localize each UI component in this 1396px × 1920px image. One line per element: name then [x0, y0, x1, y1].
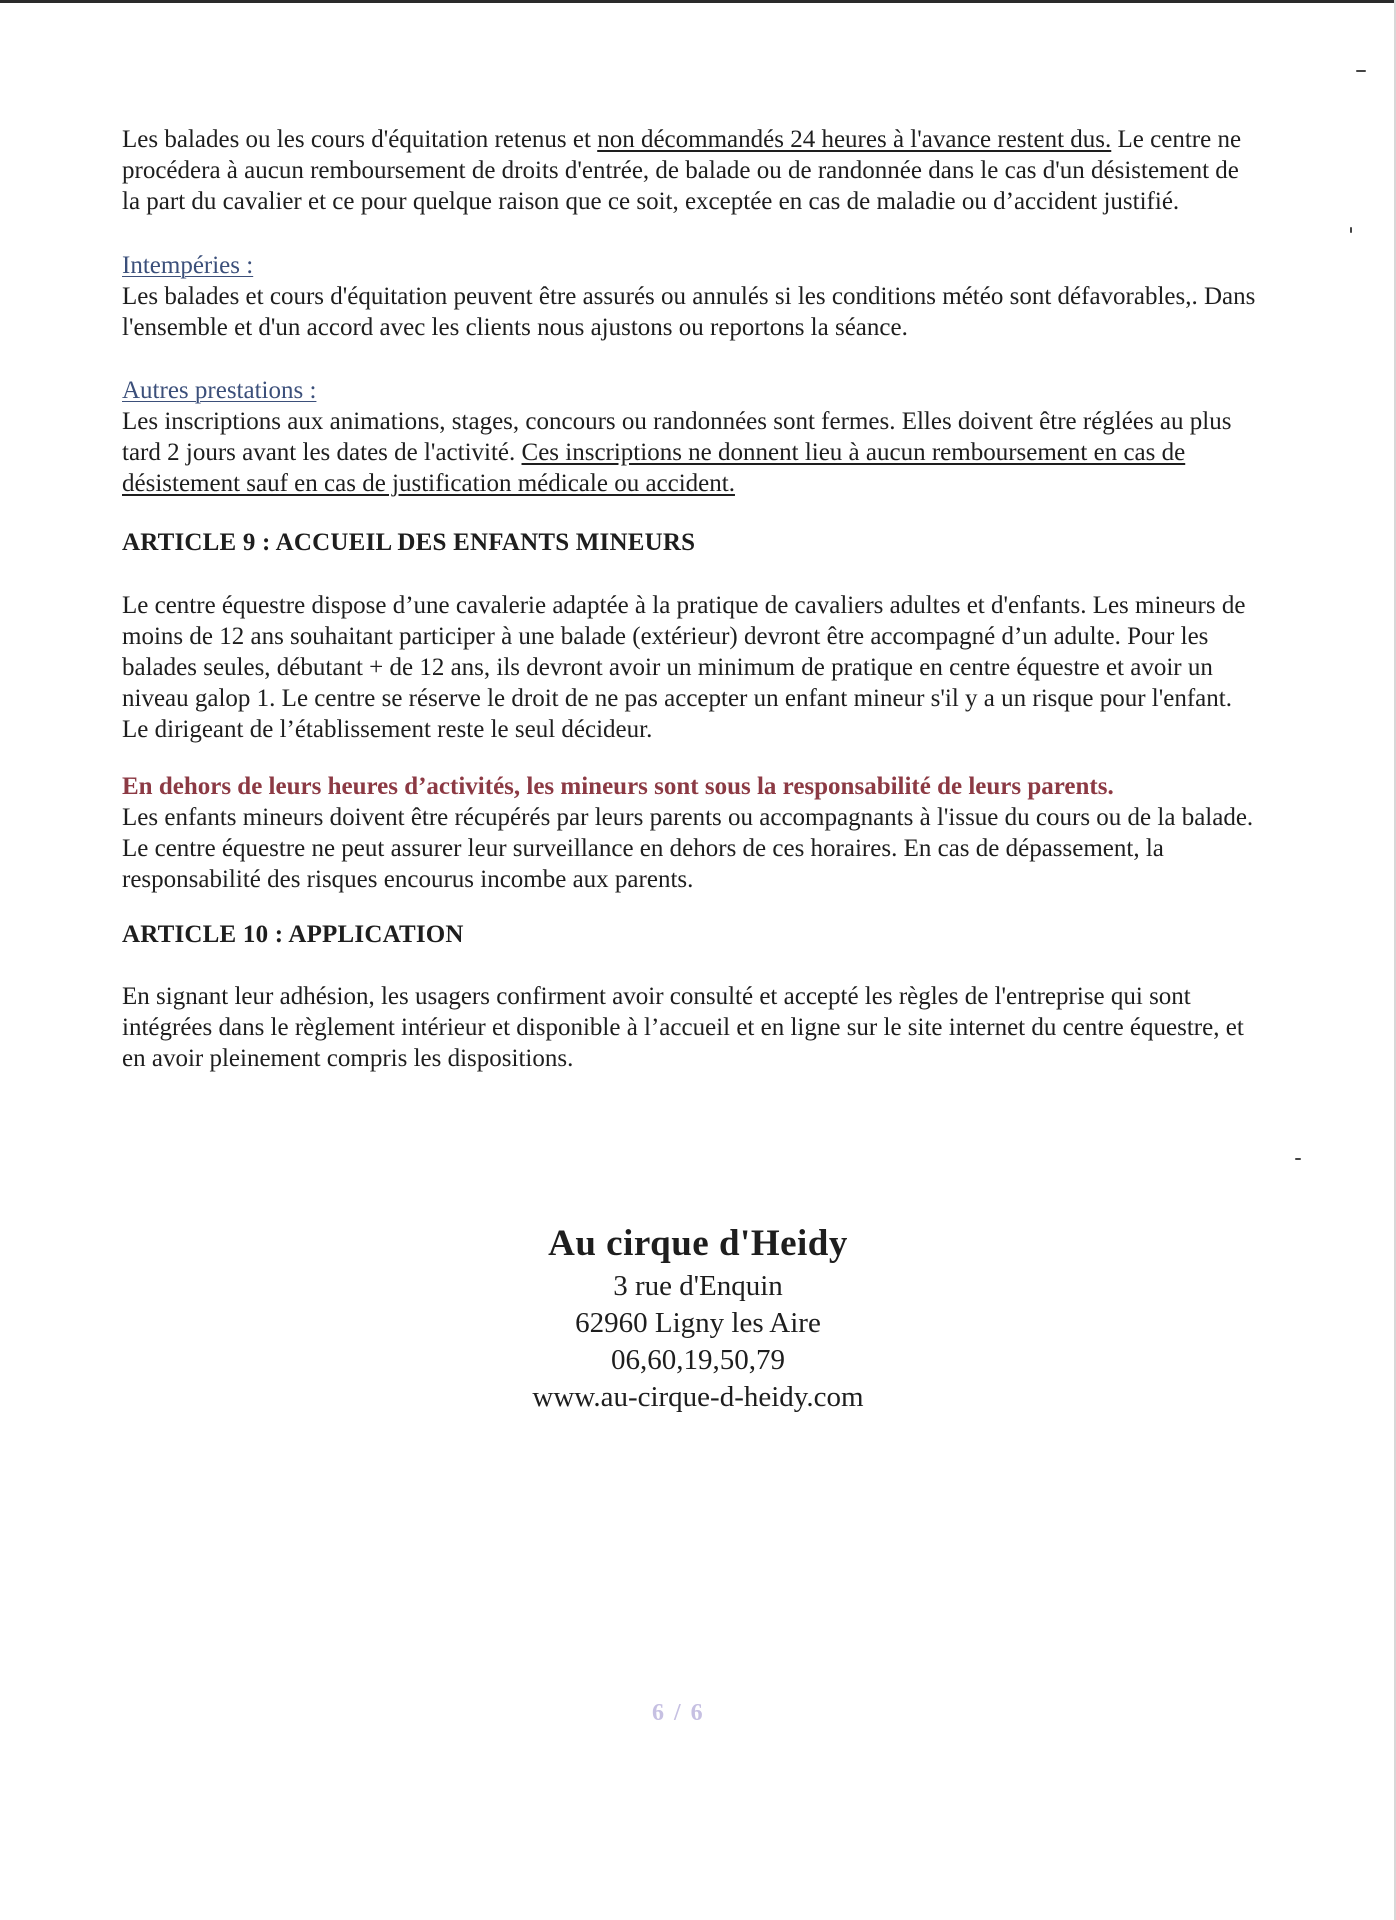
- scan-speck: [1356, 70, 1366, 72]
- cancellation-text-start: Les balades ou les cours d'équitation retenus et: [122, 126, 598, 153]
- intemperies-paragraph: Les balades et cours d'équitation peuvent être assurés ou annulés si les conditions météo sont défavorables,. Dans l'ensemble et d'un accord avec les clients nous ajustons ou reportons la séance.: [122, 283, 1256, 341]
- document-body: [122, 124, 1262, 1074]
- autres-prestations-text: Les inscriptions aux animations, stages, concours ou randonnées sont fermes. Elles doivent être réglées au plus tard 2 jours avant les dates de l'activité.: [122, 408, 1232, 466]
- scan-speck: [1295, 1158, 1301, 1160]
- autres-prestations-heading: Autres prestations :: [122, 377, 317, 404]
- cancellation-underlined: non décommandés 24 heures à l'avance restent dus.: [597, 126, 1112, 153]
- footer-address: 3 rue d'Enquin: [613, 1270, 783, 1302]
- article-9-paragraph-2: Les enfants mineurs doivent être récupérés par leurs parents ou accompagnants à l'issue du cours ou de la balade. Le centre équestre ne peut assurer leur surveillance en dehors de ces horaires. En cas de dépassement, la responsabilité des risques encourus incombe aux parents.: [122, 804, 1254, 893]
- article-10-title: ARTICLE 10 : APPLICATION: [122, 921, 464, 948]
- footer-company-name: Au cirque d'Heidy: [548, 1223, 848, 1264]
- page-number: 6 / 6: [652, 1700, 705, 1726]
- footer-city: 62960 Ligny les Aire: [575, 1307, 821, 1339]
- cancellation-paragraph: [122, 124, 1262, 217]
- footer-phone: 06,60,19,50,79: [611, 1344, 785, 1376]
- article-9-paragraph: Le centre équestre dispose d’une cavalerie adaptée à la pratique de cavaliers adultes et d'enfants. Les mineurs de moins de 12 ans souhaitant participer à une balade (extérieur) devront être accompagné d’un adulte. Pour les balades seules, débutant + de 12 ans, ils devront avoir un minimum de pratique en centre équestre et avoir un niveau galop 1. Le centre se réserve le droit de ne pas accepter un enfant mineur s'il y a un risque pour l'enfant. Le dirigeant de l’établissement reste le seul décideur.: [122, 592, 1246, 743]
- cancellation-text-rest: Le centre ne procédera à aucun remboursement de droits d'entrée, de balade ou de randonnée dans le cas d'un désistement de la part du cavalier et ce pour quelque raison que ce soit, exceptée en cas de maladie ou d’accident justifié.: [122, 126, 1242, 215]
- scan-top-edge: [0, 0, 1396, 3]
- footer-website: www.au-cirque-d-heidy.com: [532, 1381, 864, 1413]
- intemperies-heading: Intempéries :: [122, 252, 254, 279]
- autres-prestations-paragraph: [122, 406, 1262, 499]
- scan-speck: [1350, 227, 1352, 233]
- article-9-warning: En dehors de leurs heures d’activités, les mineurs sont sous la responsabilité de leurs parents.: [122, 773, 1114, 800]
- autres-prestations-underlined: Ces inscriptions ne donnent lieu à aucun remboursement en cas de désistement sauf en cas de justification médicale ou accident.: [122, 439, 1186, 497]
- article-10-paragraph: En signant leur adhésion, les usagers confirment avoir consulté et accepté les règles de l'entreprise qui sont intégrées dans le règlement intérieur et disponible à l’accueil et en ligne sur le site internet du centre équestre, et en avoir pleinement compris les dispositions.: [122, 983, 1244, 1072]
- article-9-title: ARTICLE 9 : ACCUEIL DES ENFANTS MINEURS: [122, 529, 696, 556]
